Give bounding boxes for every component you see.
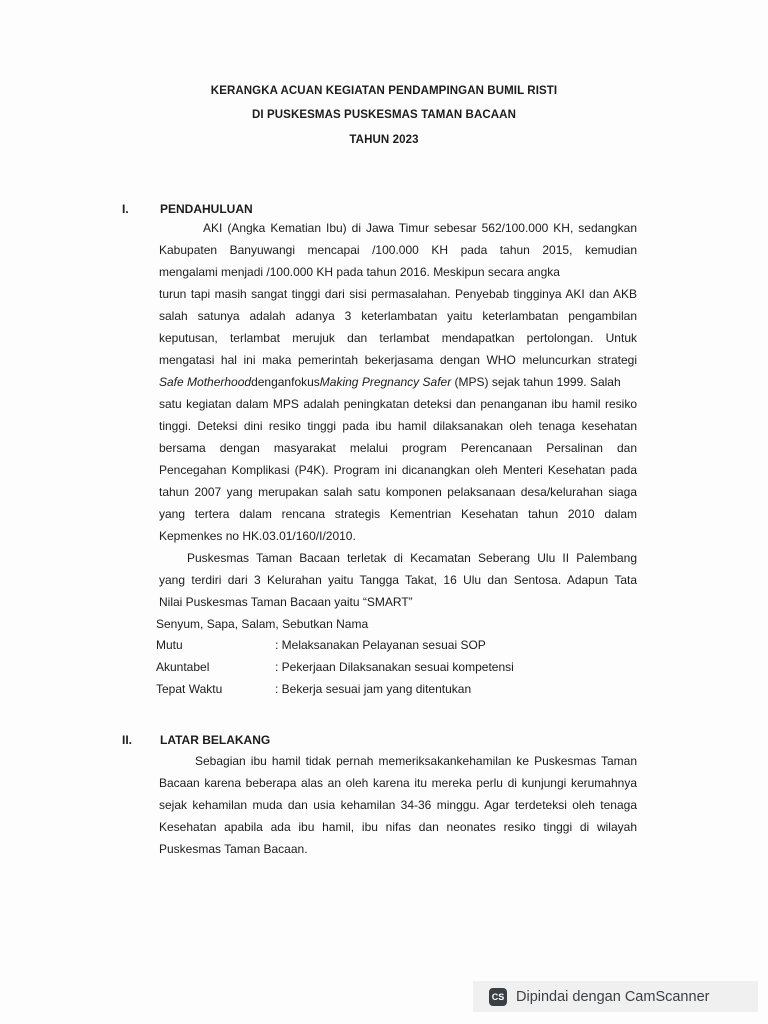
paragraph-line: Pencegahan Komplikasi (P4K). Program ini dicanangkan oleh Menteri Kesehatan pada [159,463,637,477]
paragraph-line: salah satunya adalah adanya 3 keterlambatan yaitu keterlambatan pengambilan [159,309,637,323]
section-2-number: II. [122,733,133,747]
document-title-year: TAHUN 2023 [349,134,419,146]
paragraph-line: Kabupaten Banyuwangi mencapai /100.000 KH pada tahun 2015, kemudian [159,243,637,257]
value-text-akuntabel: : Pekerjaan Dilaksanakan sesuai kompetensi [275,660,514,674]
paragraph-line: sejak kehamilan muda dan usia kehamilan 34-36 minggu. Agar terdeteksi oleh tenaga [159,798,637,812]
paragraph-line: yang tertera dalam rencana strategis Kementrian Kesehatan tahun 2010 dalam [159,507,637,521]
paragraph-line: AKI (Angka Kematian Ibu) di Jawa Timur sebesar 562/100.000 KH, sedangkan [203,221,637,235]
paragraph-line: Bacaan karena beberapa alas an oleh karena itu mereka perlu di kunjungi kerumahnya [159,776,637,790]
paragraph-line: tahun 2007 yang merupakan salah satu komponen pelaksanaan desa/kelurahan siaga [159,485,637,499]
paragraph-line: keputusan, terlambat merujuk dan terlambat mendapatkan pertolongan. Untuk [159,331,637,345]
camscanner-watermark [473,981,758,1012]
section-2-heading: LATAR BELAKANG [160,733,271,747]
paragraph-line: Kesehatan apabila ada ibu hamil, ibu nifas dan neonates resiko tinggi di wilayah [159,820,637,834]
paragraph-line: satu kegiatan dalam MPS adalah peningkatan deteksi dan penanganan ibu hamil resiko [159,397,637,411]
paragraph-line: yang terdiri dari 3 Kelurahan yaitu Tangga Takat, 16 Ulu dan Sentosa. Adapun Tata [159,573,637,587]
document-title-line-1: KERANGKA ACUAN KEGIATAN PENDAMPINGAN BUMIL RISTI [210,85,558,97]
italic-term-making-pregnancy-safer: Making Pregnancy Safer [319,375,452,389]
paragraph-line: Nilai Puskesmas Taman Bacaan yaitu “SMART” [159,595,413,609]
paragraph-line: turun tapi masih sangat tinggi dari sisi permasalahan. Penyebab tingginya AKI dan AKB [159,287,637,301]
text-mps-rest: (MPS) sejak tahun 1999. Salah [451,375,621,389]
paragraph-line: Senyum, Sapa, Salam, Sebutkan Nama [156,617,369,631]
value-text-tepat-waktu: : Bekerja sesuai jam yang ditentukan [275,682,472,696]
paragraph-line: Puskesmas Taman Bacaan terletak di Kecamatan Seberang Ulu II Palembang [187,551,637,565]
paragraph-line: bersama dengan masyarakat melalui program Perencanaan Persalinan dan [159,441,637,455]
paragraph-line: Sebagian ibu hamil tidak pernah memeriksakankehamilan ke Puskesmas Taman [195,754,637,768]
paragraph-line: Puskesmas Taman Bacaan. [159,842,308,856]
camscanner-watermark-text: Dipindai dengan CamScanner [516,988,710,1005]
section-1-heading: PENDAHULUAN [160,202,253,216]
paragraph-line-italic [159,374,637,390]
paragraph-line: mengatasi hal ini maka pemerintah bekerjasama dengan WHO meluncurkan strategi [159,353,637,367]
value-label-mutu: Mutu [156,638,183,652]
paragraph-line-text: mengalami menjadi /100.000 KH pada tahun 2016. Meskipun secara angka [159,265,560,279]
paragraph-line: tinggi. Deteksi dini resiko tinggi pada ibu hamil dilaksanakan oleh tenaga kesehatan [159,419,637,433]
text-denganfokus: denganfokus [251,375,320,389]
camscanner-logo-icon: CS [489,988,507,1006]
value-label-tepat-waktu: Tepat Waktu [156,682,223,696]
document-title-line-2: DI PUSKESMAS PUSKESMAS TAMAN BACAAN [252,109,516,121]
paragraph-line: Kepmenkes no HK.03.01/160/I/2010. [159,529,356,543]
value-label-akuntabel: Akuntabel [156,660,210,674]
paragraph-line [159,264,637,280]
value-text-mutu: : Melaksanakan Pelayanan sesuai SOP [275,638,486,652]
italic-term-safe-motherhood: Safe Motherhood [159,375,252,389]
section-1-number: I. [122,202,129,216]
